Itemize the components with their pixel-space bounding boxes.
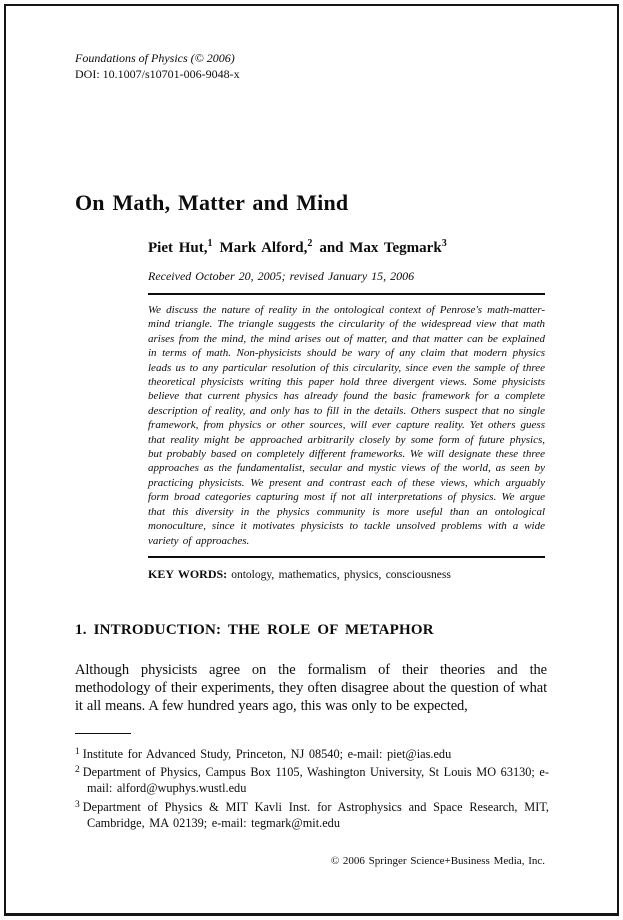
author-2-affiliation-ref: 2 bbox=[307, 238, 313, 249]
footnote-2-marker: 2 bbox=[75, 765, 80, 776]
author-3-name: and Max Tegmark bbox=[319, 240, 442, 256]
footnote-divider bbox=[75, 733, 131, 734]
author-3 bbox=[319, 240, 446, 256]
paper-title: On Math, Matter and Mind bbox=[75, 190, 349, 215]
keywords-line bbox=[148, 567, 545, 582]
footnote-1 bbox=[75, 744, 549, 762]
author-1-affiliation-ref: 1 bbox=[207, 238, 213, 249]
footnote-3-text: Department of Physics & MIT Kavli Inst. for Astrophysics and Space Research, MIT, Cambridge, MA 02139; e-mail: tegmark@mit.edu bbox=[82, 799, 549, 830]
abstract-text: We discuss the nature of reality in the ontological context of Penrose's math-matter-mind triangle. The triangle suggests the circularity of the widespread view that math arises from the mind, the mind arises out of matter, and that matter can be explained in terms of math. Non-physicists should be wary of any claim that modern physics leads us to any particular resolution of this circularity, since even the sample of three theoretical physicists writing this paper hold three divergent views. Some physicists believe that current physics has already found the basic framework for a complete description of reality, and only has to fill in the details. Others suspect that no single framework, from physics or other sources, will ever capture reality. Yet others guess that reality might be approached arbitrarily closely by some form of future physics, but probably based on completely different frameworks. We will designate these three approaches as the fundamentalist, secular and mystic views of the world, as seen by practicing physicists. We present and contrast each of these views, which arguably form broad categories capturing most if not all interpretations of physics. We argue that this diversity in the physics community is more useful than an ontological monoculture, since it motivates physicists to tackle unsolved problems with a wide variety of approaches. bbox=[148, 304, 545, 547]
footnote-1-marker: 1 bbox=[75, 747, 80, 757]
abstract-top-rule bbox=[148, 293, 545, 295]
keywords-label: KEY WORDS: bbox=[148, 566, 228, 581]
section-heading: 1. INTRODUCTION: THE ROLE OF METAPHOR bbox=[75, 622, 434, 638]
footnote-3-marker: 3 bbox=[75, 799, 80, 810]
author-1-name: Piet Hut, bbox=[148, 240, 208, 256]
abstract-bottom-rule bbox=[148, 556, 545, 558]
footnote-1-text: Institute for Advanced Study, Princeton, NJ 08540; e-mail: piet@ias.edu bbox=[82, 747, 452, 761]
journal-name-line: Foundations of Physics (© 2006) bbox=[75, 51, 235, 65]
author-2-name: Mark Alford, bbox=[219, 240, 308, 256]
journal-header bbox=[75, 50, 240, 82]
authors-line bbox=[148, 238, 545, 257]
received-date-line: Received October 20, 2005; revised January 15, 2006 bbox=[148, 269, 415, 283]
footnote-3 bbox=[75, 797, 549, 831]
author-3-affiliation-ref: 3 bbox=[441, 238, 447, 249]
doi-line: DOI: 10.1007/s10701-006-9048-x bbox=[75, 67, 240, 81]
author-1 bbox=[148, 240, 213, 256]
author-2 bbox=[220, 240, 313, 256]
paper-page bbox=[4, 4, 619, 916]
footnote-2-text: Department of Physics, Campus Box 1105, Washington University, St Louis MO 63130; e-mail: alford@wuphys.wustl.edu bbox=[82, 765, 549, 796]
introduction-paragraph: Although physicists agree on the formalism of their theories and the methodology of their experiments, they often disagree about the question of what it all means. A few hundred years ago, this was only to be expected, bbox=[75, 662, 547, 715]
footnote-2 bbox=[75, 762, 549, 796]
keywords-text: ontology, mathematics, physics, consciousness bbox=[231, 568, 451, 581]
footnotes-block bbox=[75, 744, 549, 831]
front-matter-block bbox=[148, 238, 545, 582]
copyright-notice: © 2006 Springer Science+Business Media, Inc. bbox=[330, 855, 545, 867]
